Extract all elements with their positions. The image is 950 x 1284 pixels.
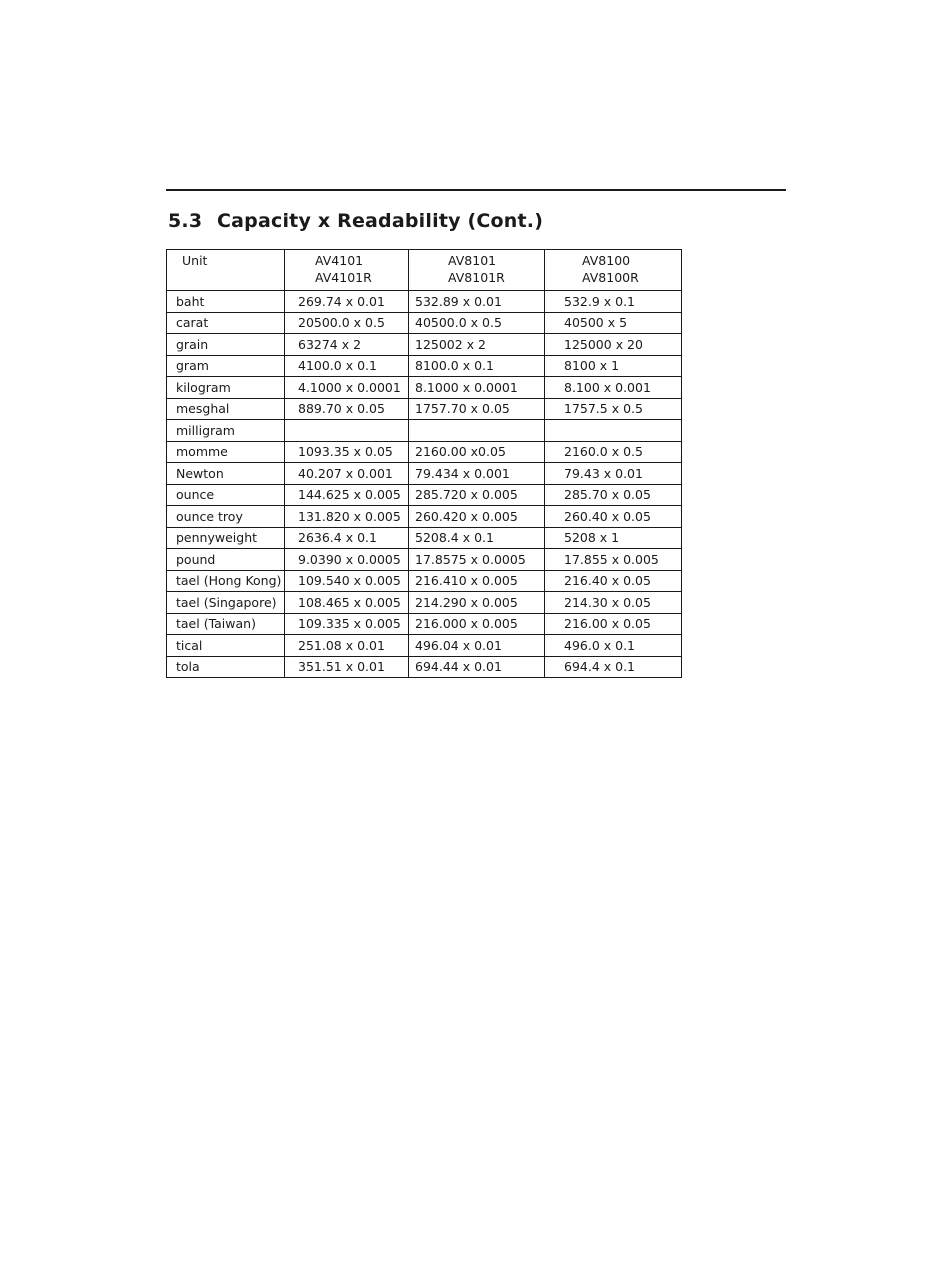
table-row	[167, 398, 682, 420]
value-cell: 131.820 x 0.005	[285, 506, 409, 528]
unit-column-header: Unit	[167, 250, 285, 291]
table-row	[167, 334, 682, 356]
value-cell: 269.74 x 0.01	[285, 291, 409, 313]
section-title: Capacity x Readability (Cont.)	[217, 210, 544, 232]
unit-cell: grain	[167, 334, 285, 356]
table-row	[167, 549, 682, 571]
value-cell: 2160.0 x 0.5	[545, 441, 682, 463]
model-name-r: AV8100R	[582, 270, 639, 285]
value-cell: 40500 x 5	[545, 312, 682, 334]
table-row	[167, 291, 682, 313]
table-row	[167, 656, 682, 678]
value-cell: 216.000 x 0.005	[409, 613, 545, 635]
value-cell: 79.43 x 0.01	[545, 463, 682, 485]
unit-cell: tael (Singapore)	[167, 592, 285, 614]
model-name-r: AV4101R	[315, 270, 372, 285]
value-cell: 17.8575 x 0.0005	[409, 549, 545, 571]
value-cell: 20500.0 x 0.5	[285, 312, 409, 334]
unit-cell: tola	[167, 656, 285, 678]
value-cell: 144.625 x 0.005	[285, 484, 409, 506]
value-cell: 5208 x 1	[545, 527, 682, 549]
table-body	[167, 291, 682, 678]
value-cell: 285.720 x 0.005	[409, 484, 545, 506]
section-heading	[168, 210, 543, 232]
model-name-r: AV8101R	[448, 270, 505, 285]
value-cell	[409, 420, 545, 442]
value-cell: 40500.0 x 0.5	[409, 312, 545, 334]
value-cell: 260.40 x 0.05	[545, 506, 682, 528]
value-cell: 9.0390 x 0.0005	[285, 549, 409, 571]
value-cell: 125002 x 2	[409, 334, 545, 356]
value-cell: 1093.35 x 0.05	[285, 441, 409, 463]
value-cell: 216.410 x 0.005	[409, 570, 545, 592]
value-cell: 694.4 x 0.1	[545, 656, 682, 678]
table-row	[167, 463, 682, 485]
model-name: AV8101	[448, 253, 497, 268]
value-cell: 125000 x 20	[545, 334, 682, 356]
table-row	[167, 527, 682, 549]
value-cell	[285, 420, 409, 442]
value-cell: 260.420 x 0.005	[409, 506, 545, 528]
value-cell: 79.434 x 0.001	[409, 463, 545, 485]
value-cell: 532.9 x 0.1	[545, 291, 682, 313]
value-cell: 4100.0 x 0.1	[285, 355, 409, 377]
value-cell: 1757.70 x 0.05	[409, 398, 545, 420]
value-cell: 2160.00 x0.05	[409, 441, 545, 463]
value-cell: 17.855 x 0.005	[545, 549, 682, 571]
value-cell: 63274 x 2	[285, 334, 409, 356]
unit-cell: tical	[167, 635, 285, 657]
unit-cell: pound	[167, 549, 285, 571]
unit-cell: baht	[167, 291, 285, 313]
table-row	[167, 484, 682, 506]
value-cell: 889.70 x 0.05	[285, 398, 409, 420]
table-row	[167, 312, 682, 334]
table-row	[167, 570, 682, 592]
value-cell: 109.335 x 0.005	[285, 613, 409, 635]
unit-cell: ounce	[167, 484, 285, 506]
table-header-row	[167, 250, 682, 291]
value-cell: 5208.4 x 0.1	[409, 527, 545, 549]
value-cell: 8100 x 1	[545, 355, 682, 377]
unit-cell: carat	[167, 312, 285, 334]
value-cell: 694.44 x 0.01	[409, 656, 545, 678]
table-row	[167, 355, 682, 377]
value-cell: 285.70 x 0.05	[545, 484, 682, 506]
value-cell: 214.290 x 0.005	[409, 592, 545, 614]
top-rule	[166, 189, 786, 191]
value-cell: 216.00 x 0.05	[545, 613, 682, 635]
unit-cell: momme	[167, 441, 285, 463]
unit-cell: mesghal	[167, 398, 285, 420]
value-cell: 109.540 x 0.005	[285, 570, 409, 592]
unit-cell: ounce troy	[167, 506, 285, 528]
value-cell: 214.30 x 0.05	[545, 592, 682, 614]
value-cell: 4.1000 x 0.0001	[285, 377, 409, 399]
table-row	[167, 592, 682, 614]
value-cell: 351.51 x 0.01	[285, 656, 409, 678]
value-cell: 496.04 x 0.01	[409, 635, 545, 657]
table-row	[167, 441, 682, 463]
unit-cell: tael (Hong Kong)	[167, 570, 285, 592]
section-number: 5.3	[168, 210, 203, 232]
value-cell: 216.40 x 0.05	[545, 570, 682, 592]
model-column-header	[409, 250, 545, 291]
value-cell: 8100.0 x 0.1	[409, 355, 545, 377]
value-cell: 8.1000 x 0.0001	[409, 377, 545, 399]
table-row	[167, 613, 682, 635]
model-name: AV8100	[582, 253, 631, 268]
value-cell: 496.0 x 0.1	[545, 635, 682, 657]
model-column-header	[285, 250, 409, 291]
value-cell: 1757.5 x 0.5	[545, 398, 682, 420]
model-name: AV4101	[315, 253, 364, 268]
value-cell: 40.207 x 0.001	[285, 463, 409, 485]
unit-cell: Newton	[167, 463, 285, 485]
unit-cell: milligram	[167, 420, 285, 442]
unit-cell: pennyweight	[167, 527, 285, 549]
table-row	[167, 420, 682, 442]
unit-cell: gram	[167, 355, 285, 377]
unit-cell: kilogram	[167, 377, 285, 399]
value-cell: 532.89 x 0.01	[409, 291, 545, 313]
value-cell: 108.465 x 0.005	[285, 592, 409, 614]
value-cell: 8.100 x 0.001	[545, 377, 682, 399]
table-row	[167, 635, 682, 657]
value-cell: 251.08 x 0.01	[285, 635, 409, 657]
value-cell	[545, 420, 682, 442]
table-row	[167, 506, 682, 528]
model-column-header	[545, 250, 682, 291]
table-row	[167, 377, 682, 399]
value-cell: 2636.4 x 0.1	[285, 527, 409, 549]
capacity-table	[166, 249, 682, 678]
unit-cell: tael (Taiwan)	[167, 613, 285, 635]
